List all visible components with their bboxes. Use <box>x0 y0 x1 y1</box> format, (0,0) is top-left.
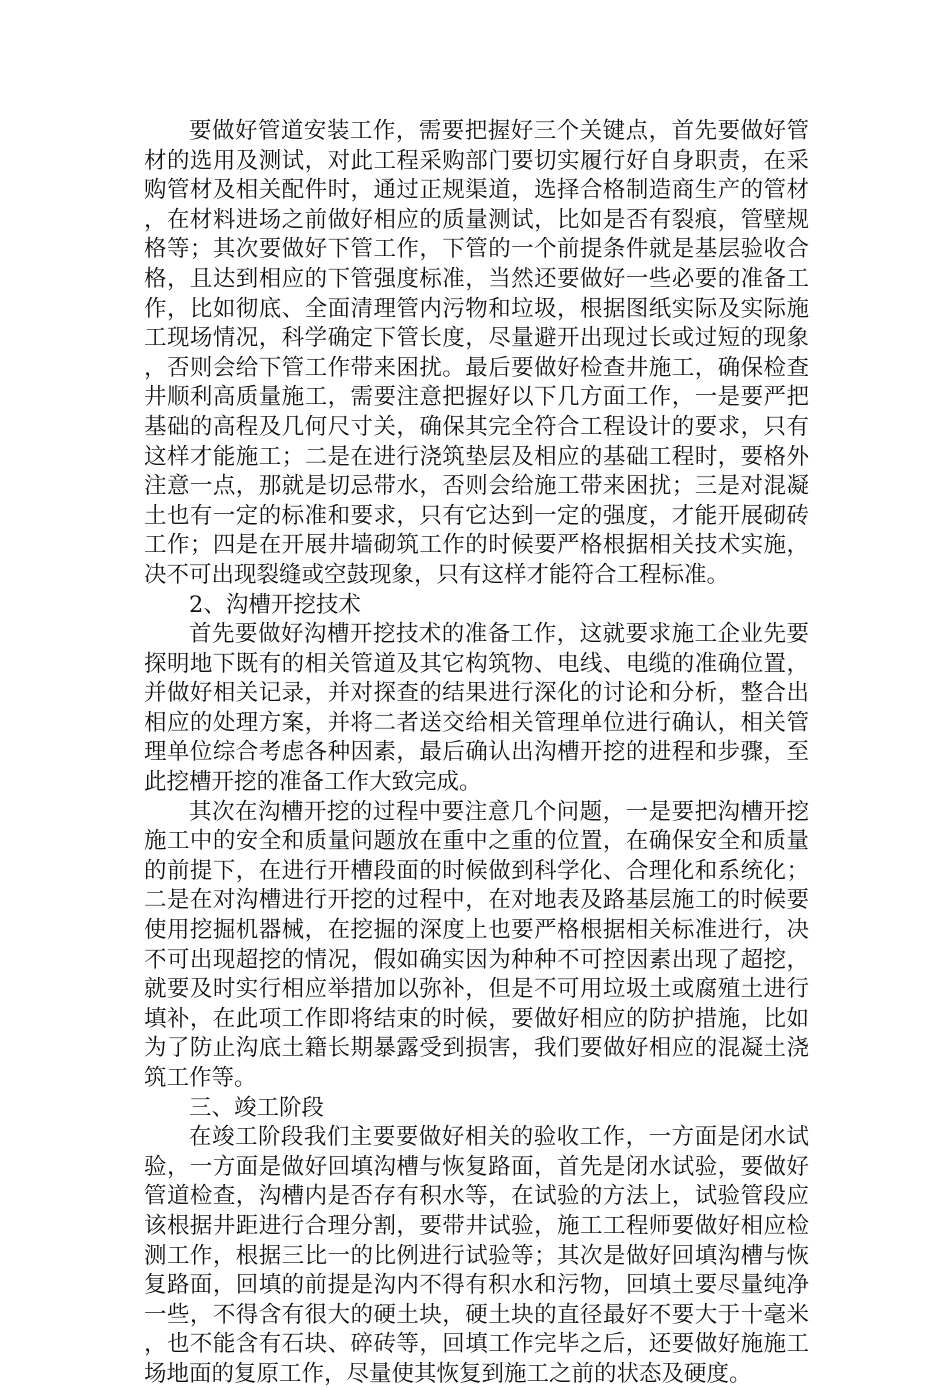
paragraph-trench-process: 其次在沟槽开挖的过程中要注意几个问题，一是要把沟槽开挖施工中的安全和质量问题放在重中之重的位置，在确保安全和质量的前提下，在进行开槽段面的时候做到科学化、合理化和系统化；二是在对沟槽进行开挖的过程中，在对地表及路基层施工的时候要使用挖掘机器械，在挖掘的深度上也要严格根据相关标准进行，决不可出现超挖的情况，假如确实因为种种不可控因素出现了超挖，就要及时实行相应举措加以弥补，但是不可用垃圾土或腐殖土进行填补，在此项工作即将结束的时候，要做好相应的防护措施，比如为了防止沟底土籍长期暴露受到损害，我们要做好相应的混凝土浇筑工作等。 <box>144 798 809 1091</box>
paragraph-pipe-installation: 要做好管道安装工作，需要把握好三个关键点，首先要做好管材的选用及测试，对此工程采购部门要切实履行好自身职责，在采购管材及相关配件时，通过正规渠道，选择合格制造商生产的管材，在材料进场之前做好相应的质量测试，比如是否有裂痕，管壁规格等；其次要做好下管工作，下管的一个前提条件就是基层验收合格，且达到相应的下管强度标准，当然还要做好一些必要的准备工作，比如彻底、全面清理管内污物和垃圾，根据图纸实际及实际施工现场情况，科学确定下管长度，尽量避开出现过长或过短的现象，否则会给下管工作带来困扰。最后要做好检查井施工，确保检查井顺利高质量施工，需要注意把握好以下几方面工作，一是要严把基础的高程及几何尺寸关，确保其完全符合工程设计的要求，只有这样才能施工；二是在进行浇筑垫层及相应的基础工程时，要格外注意一点，那就是切忌带水，否则会给施工带来困扰；三是对混凝土也有一定的标准和要求，只有它达到一定的强度，才能开展砌砖工作；四是在开展井墙砌筑工作的时候要严格根据相关技术实施，决不可出现裂缝或空鼓现象，只有这样才能符合工程标准。 <box>144 118 809 588</box>
heading-completion-stage: 三、竣工阶段 <box>189 1094 325 1121</box>
paragraph-trench-preparation: 首先要做好沟槽开挖技术的准备工作，这就要求施工企业先要探明地下既有的相关管道及其它构筑物、电线、电缆的准确位置，并做好相关记录，并对探查的结果进行深化的讨论和分析，整合出相应的处理方案，并将二者送交给相关管理单位进行确认，相关管理单位综合考虑各种因素，最后确认出沟槽开挖的进程和步骤，至此挖槽开挖的准备工作大致完成。 <box>144 621 809 796</box>
paragraph-completion-acceptance: 在竣工阶段我们主要要做好相关的验收工作，一方面是闭水试验，一方面是做好回填沟槽与恢复路面，首先是闭水试验，要做好管道检查，沟槽内是否存有积水等，在试验的方法上，试验管段应该根据井距进行合理分割，要带井试验，施工工程师要做好相应检测工作，根据三比一的比例进行试验等；其次是做好回填沟槽与恢复路面，回填的前提是沟内不得有积水和污物，回填土要尽量纯净一些，不得含有很大的硬土块，硬土块的直径最好不要大于十毫米，也不能含有石块、碎砖等，回填工作完毕之后，还要做好施施工场地面的复原工作，尽量使其恢复到施工之前的状态及硬度。 <box>144 1124 809 1387</box>
document-body <box>144 117 809 1390</box>
heading-trench-excavation: 2、沟槽开挖技术 <box>189 591 361 618</box>
